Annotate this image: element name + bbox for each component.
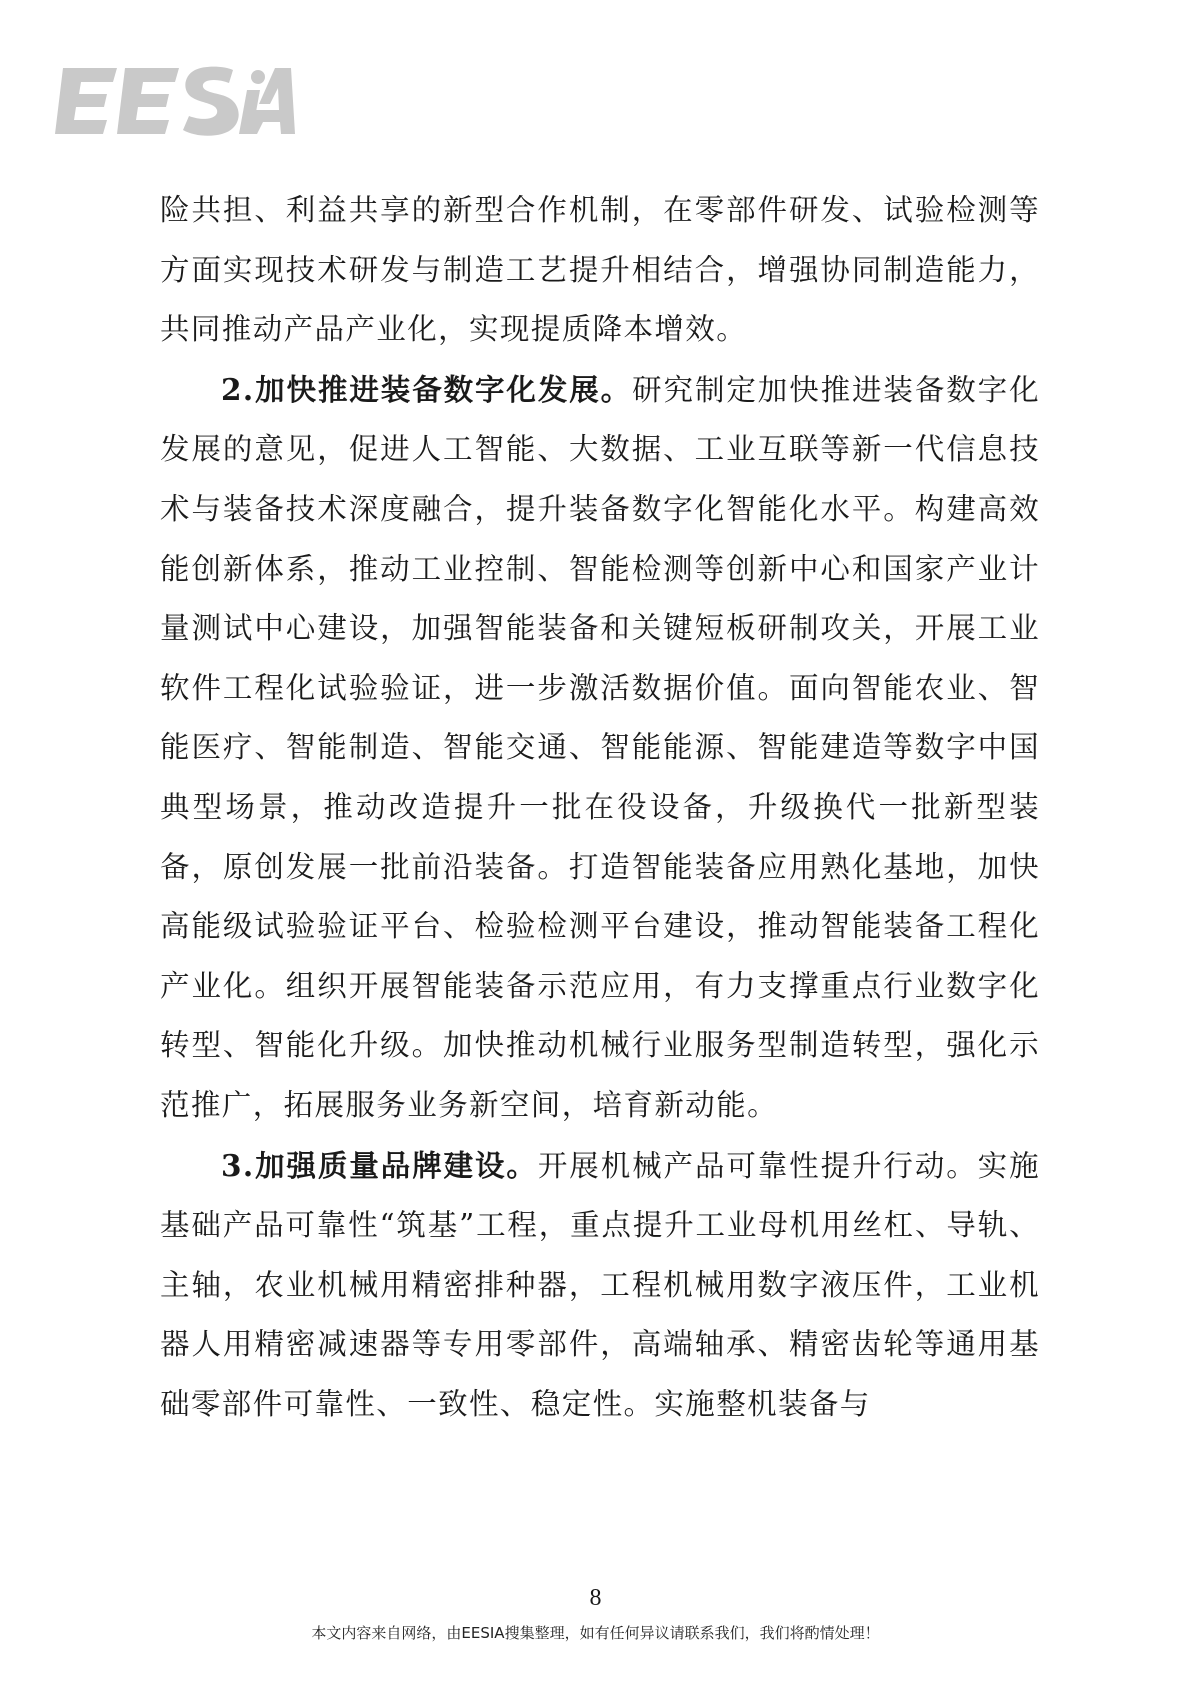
paragraph-2-text: 研究制定加快推进装备数字化发展的意见，促进人工智能、大数据、工业互联等新一代信息技术与装备技术深度融合，提升装备数字化智能化水平。构建高效能创新体系，推动工业控制、智能检测等创新中心和国家产业计量测试中心建设，加强智能装备和关键短板研制攻关，开展工业软件工程化试验验证，进一步激活数据价值。面向智能农业、智能医疗、智能制造、智能交通、智能能源、智能建造等数字中国典型场景，推动改造提升一批在役设备，升级换代一批新型装备，原创发展一批前沿装备。打造智能装备应用熟化基地，加快高能级试验验证平台、检验检测平台建设，推动智能装备工程化产业化。组织开展智能装备示范应用，有力支撑重点行业数字化转型、智能化升级。加快推动机械行业服务型制造转型，强化示范推广，拓展服务业务新空间，培育新动能。 [160,372,1040,1122]
paragraph-2-heading: 2.加快推进装备数字化发展。 [221,371,633,407]
document-body [160,180,1040,1434]
page-number: 8 [589,1585,602,1611]
paragraph-3-text: 开展机械产品可靠性提升行动。实施基础产品可靠性“筑基”工程，重点提升工业母机用丝杠、导轨、主轴，农业机械用精密排种器，工程机械用数字液压件，工业机器人用精密减速器等专用零部件，高端轴承、精密齿轮等通用基础零部件可靠性、一致性、稳定性。实施整机装备与 [160,1148,1040,1421]
footer-disclaimer: 本文内容来自网络，由EESIA搜集整理，如有任何异议请联系我们，我们将酌情处理！ [311,1624,880,1642]
paragraph-3-heading: 3.加强质量品牌建设。 [221,1147,538,1183]
paragraph-1 [160,180,1040,360]
eesia-logo-icon [55,50,295,140]
eesia-watermark-logo [55,50,295,140]
paragraph-1-text: 险共担、利益共享的新型合作机制，在零部件研发、试验检测等方面实现技术研发与制造工艺提升相结合，增强协同制造能力，共同推动产品产业化，实现提质降本增效。 [160,193,1040,347]
paragraph-3 [160,1136,1040,1435]
paragraph-2 [160,360,1040,1136]
